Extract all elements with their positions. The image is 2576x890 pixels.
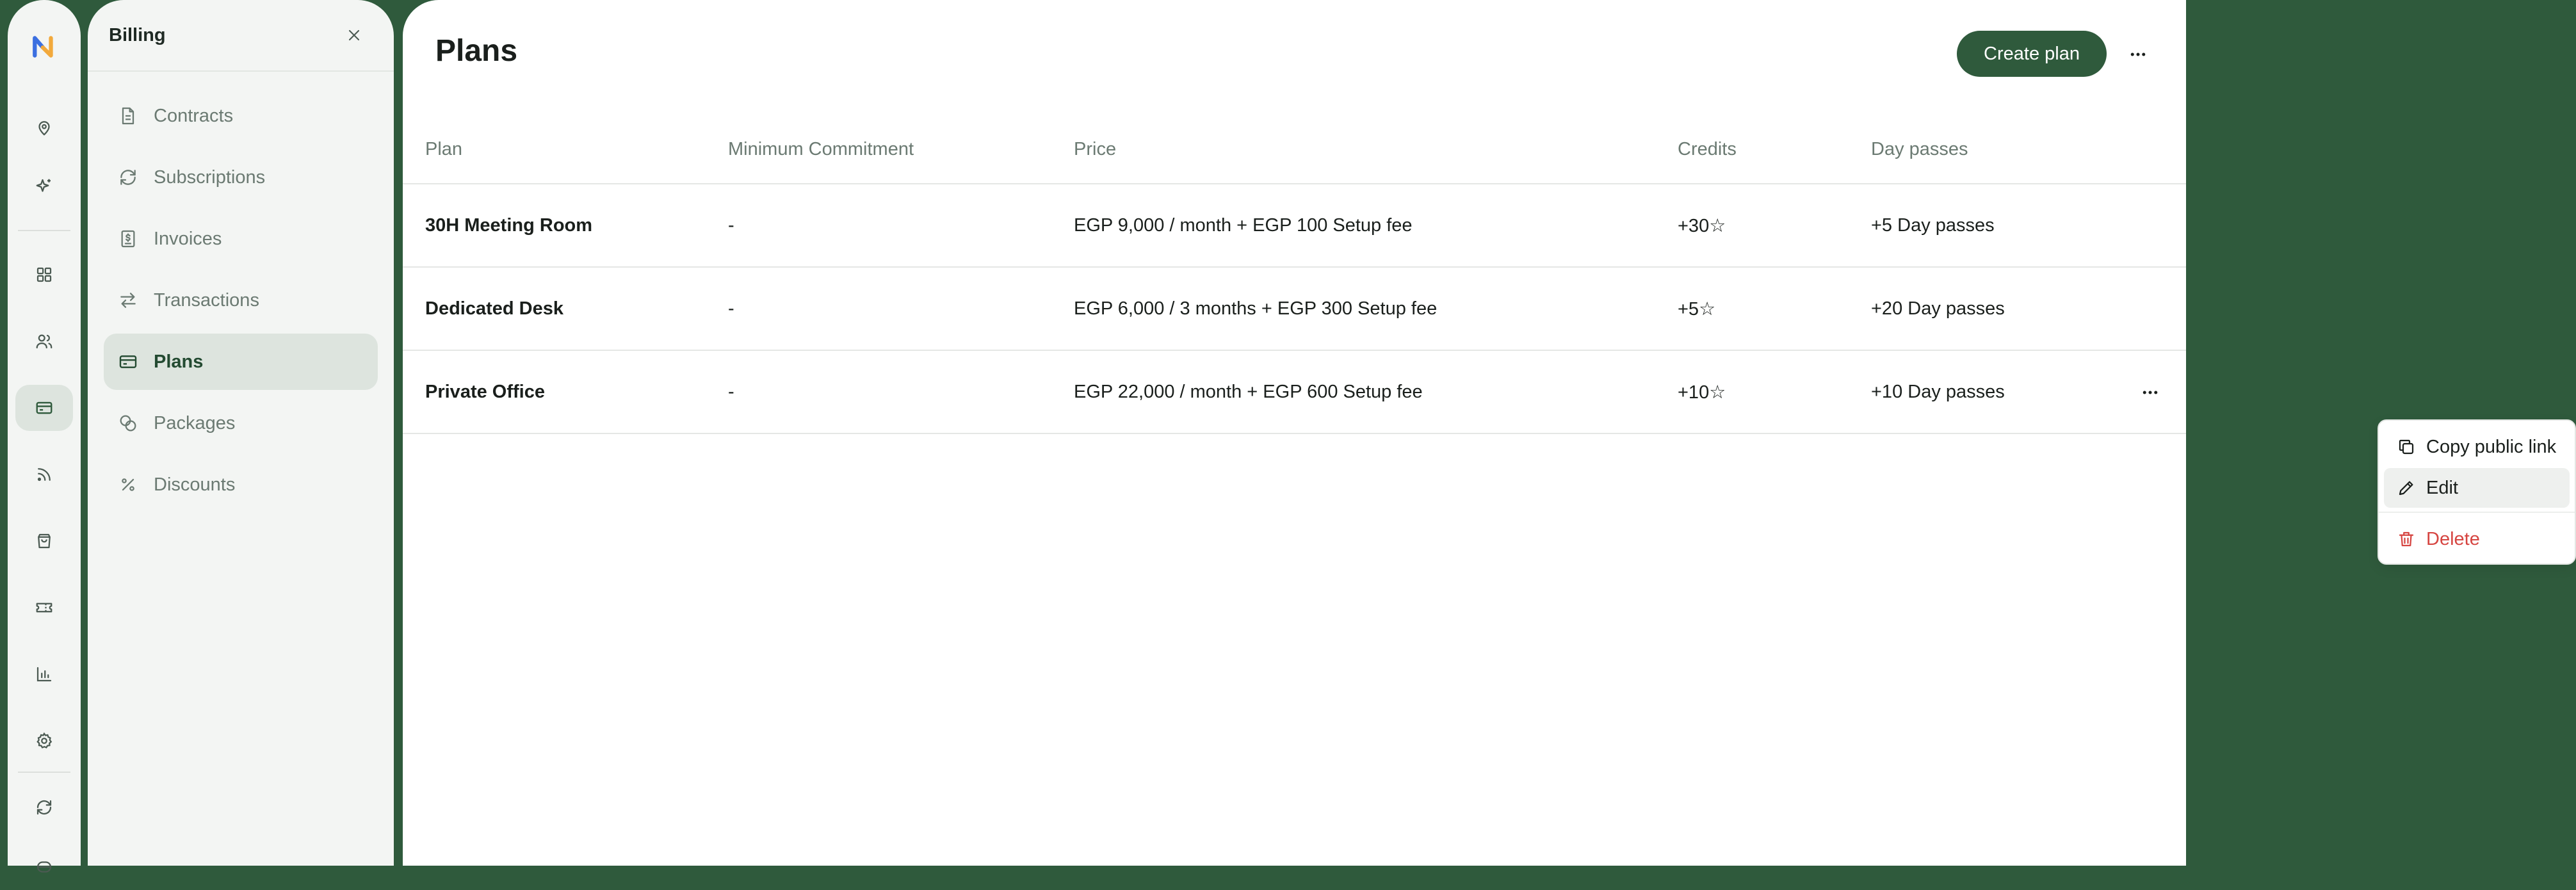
copy-icon [2397, 437, 2416, 457]
percent-icon [118, 474, 138, 495]
row-actions-menu [2378, 419, 2576, 565]
menu-item-label: Copy public link [2426, 436, 2557, 457]
plan-credits: +30☆ [1678, 215, 1726, 236]
rail-divider [18, 772, 70, 773]
billing-panel [88, 0, 394, 866]
nav-item-label: Contracts [154, 105, 234, 126]
table-row[interactable] [403, 268, 2186, 351]
sparkle-icon[interactable] [15, 163, 73, 209]
extra-icon[interactable] [15, 844, 73, 890]
page-title: Plans [435, 34, 518, 68]
column-header-min-commitment[interactable]: Minimum Commitment [728, 138, 914, 159]
coins-icon [118, 413, 138, 433]
document-icon [118, 106, 138, 126]
dashboard-icon[interactable] [15, 252, 73, 298]
feed-icon[interactable] [15, 451, 73, 498]
min-commitment: - [728, 298, 734, 319]
main-content [403, 0, 2557, 866]
nav-item-invoices[interactable] [104, 211, 378, 267]
nav-item-transactions[interactable] [104, 272, 378, 328]
menu-divider [2379, 512, 2575, 513]
refresh-icon[interactable] [15, 784, 73, 830]
table-header [403, 115, 2186, 184]
nav-item-label: Transactions [154, 289, 259, 311]
card-icon [118, 352, 138, 372]
plan-credits: +5☆ [1678, 298, 1716, 320]
nav-item-contracts[interactable] [104, 88, 378, 144]
menu-item-label: Delete [2426, 528, 2480, 549]
plan-day-passes: +5 Day passes [1871, 214, 1995, 236]
menu-item-delete[interactable] [2384, 519, 2570, 559]
nav-item-label: Plans [154, 351, 204, 372]
nav-item-label: Discounts [154, 474, 236, 495]
plan-day-passes: +10 Day passes [1871, 381, 2005, 402]
refresh-icon [118, 167, 138, 188]
billing-card-icon[interactable] [15, 385, 73, 431]
plan-credits: +10☆ [1678, 382, 1726, 403]
pencil-icon [2397, 478, 2416, 498]
nav-item-plans[interactable] [104, 334, 378, 390]
arrows-swap-icon [118, 290, 138, 311]
plan-price: EGP 22,000 / month + EGP 600 Setup fee [1074, 381, 1423, 402]
menu-item-edit[interactable] [2384, 468, 2570, 508]
nav-item-subscriptions[interactable] [104, 149, 378, 206]
nav-item-label: Subscriptions [154, 166, 266, 188]
close-icon[interactable] [340, 21, 368, 49]
column-header-price[interactable]: Price [1074, 138, 1117, 159]
plans-table [403, 115, 2186, 434]
table-row[interactable] [403, 184, 2186, 268]
trash-icon [2397, 530, 2416, 549]
settings-gear-icon[interactable] [15, 718, 73, 764]
plan-name: Dedicated Desk [425, 298, 563, 319]
column-header-day-passes[interactable]: Day passes [1871, 138, 1968, 159]
nav-item-label: Invoices [154, 228, 222, 249]
location-icon[interactable] [15, 104, 73, 150]
column-header-credits[interactable]: Credits [1678, 138, 1737, 159]
more-options-icon[interactable] [2122, 38, 2154, 70]
plan-name: 30H Meeting Room [425, 214, 593, 236]
menu-item-label: Edit [2426, 477, 2458, 498]
shop-bag-icon[interactable] [15, 518, 73, 564]
users-icon[interactable] [15, 318, 73, 364]
invoice-dollar-icon [118, 229, 138, 249]
ticket-icon[interactable] [15, 585, 73, 631]
nav-item-label: Packages [154, 412, 236, 433]
create-plan-button[interactable]: Create plan [1957, 31, 2107, 77]
panel-title: Billing [109, 24, 166, 45]
nav-item-discounts[interactable] [104, 457, 378, 513]
min-commitment: - [728, 381, 734, 402]
nav-item-packages[interactable] [104, 395, 378, 451]
icon-rail [8, 0, 81, 866]
column-header-plan[interactable]: Plan [425, 138, 463, 159]
plan-day-passes: +20 Day passes [1871, 298, 2005, 319]
table-row[interactable] [403, 351, 2186, 434]
menu-item-copy-public-link[interactable] [2384, 427, 2570, 467]
min-commitment: - [728, 214, 734, 236]
logo-icon[interactable] [15, 23, 73, 69]
panel-header [88, 0, 394, 72]
plan-price: EGP 9,000 / month + EGP 100 Setup fee [1074, 214, 1413, 236]
plan-name: Private Office [425, 381, 545, 402]
chart-icon[interactable] [15, 651, 73, 697]
rail-divider [18, 230, 70, 231]
row-more-options-icon[interactable] [2134, 376, 2166, 409]
plan-price: EGP 6,000 / 3 months + EGP 300 Setup fee [1074, 298, 1438, 319]
